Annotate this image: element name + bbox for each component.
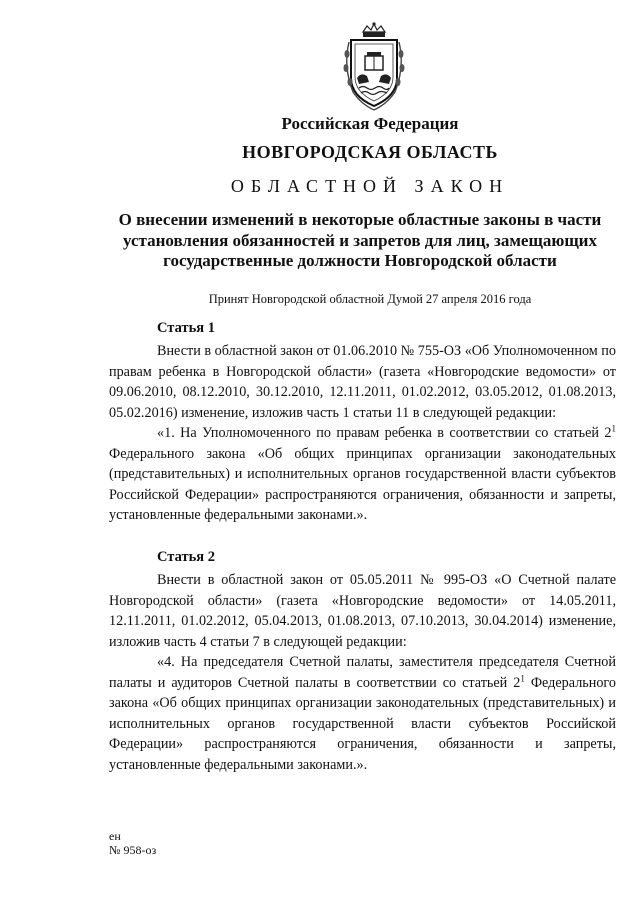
article-2-heading: Статья 2 [157, 549, 215, 565]
article-2-quote-superscript: 1 [520, 672, 525, 683]
federation-label: Российская Федерация [281, 114, 459, 133]
article-1-quote [109, 423, 616, 526]
article-1-heading: Статья 1 [157, 320, 215, 336]
footer-law-number: № 958-оз [109, 843, 157, 857]
article-1-paragraph: Внести в областной закон от 01.06.2010 № 755-ОЗ «Об Уполномоченном по правам ребенка в Новгородской области» (газета «Новгородские ведомости» от 09.06.2010, 08.12.2010, 30.12.2010, 12.11.2011, 01.02.2012, 03.05.2012, 01.08.2013, 05.02.2016) изменение, изложив часть 1 статьи 11 в следующей редакции: [109, 343, 616, 421]
article-2-quote [109, 652, 616, 775]
document-footer [109, 829, 156, 857]
article-1-body [109, 341, 616, 526]
law-title: О внесении изменений в некоторые областные законы в части установления обязанностей и запретов для лиц, замещающих государственные должности Новгородской области [118, 210, 602, 270]
footer-initials: ен [109, 829, 121, 843]
region-name: НОВГОРОДСКАЯ ОБЛАСТЬ [242, 142, 498, 162]
article-2-body [109, 570, 616, 775]
article-2-quote-text-continued: Федерального закона «Об общих принципах организации законодательных (представительных) и исполнительных органов государственной власти субъектов Российской Федерации» распространяются ограничения, обязанности и запреты, установленные федеральными законами.». [109, 674, 616, 773]
article-2-quote-text: «4. На председателя Счетной палаты, заместителя председателя Счетной палаты и аудиторов Счетной палаты в соответствии со статьей 2 [109, 654, 616, 691]
adoption-note: Принят Новгородской областной Думой 27 апреля 2016 года [208, 292, 532, 306]
article-2-paragraph: Внести в областной закон от 05.05.2011 № 995-ОЗ «О Счетной палате Новгородской области» (газета «Новгородские ведомости» от 14.05.2011, 12.11.2011, 01.02.2012, 05.04.2013, 01.08.2013, 07.10.2013, 30.04.2014) изменение, изложив часть 4 статьи 7 в следующей редакции: [109, 572, 616, 650]
law-type: ОБЛАСТНОЙ ЗАКОН [230, 176, 510, 196]
coat-of-arms-emblem [341, 22, 407, 114]
article-1-quote-text-continued: Федерального закона «Об общих принципах организации законодательных (представительных) и исполнительных органов государственной власти субъектов Российской Федерации» распространяются ограничения, обязанности и запреты, установленные федеральными законами.». [109, 445, 616, 523]
article-1-quote-superscript: 1 [611, 423, 616, 434]
article-1-quote-text: «1. На Уполномоченного по правам ребенка в соответствии со статьей 2 [157, 425, 612, 441]
